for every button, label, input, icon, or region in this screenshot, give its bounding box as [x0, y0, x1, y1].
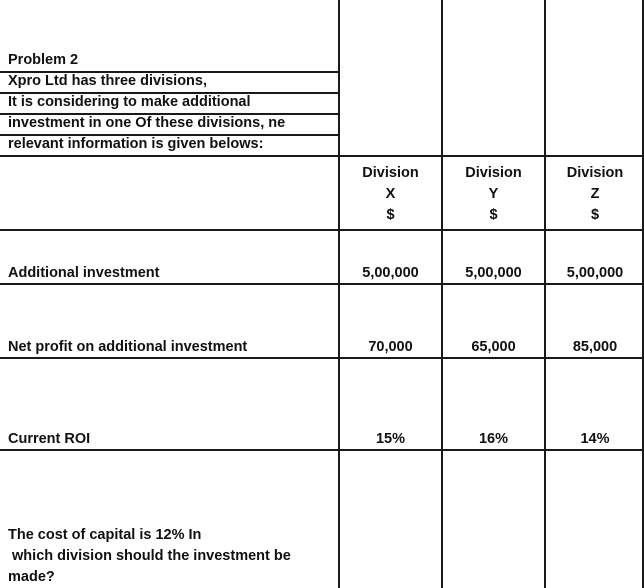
column-header-division-y [443, 163, 544, 226]
question-line: The cost of capital is 12% In [8, 527, 202, 543]
table-cell: 5,00,000 [362, 265, 419, 281]
grid-line [0, 449, 644, 451]
column-header-line: $ [386, 207, 395, 223]
grid-line [0, 357, 644, 359]
column-header-line: Division [566, 165, 624, 181]
table-cell: 70,000 [368, 339, 413, 355]
table-cell: 5,00,000 [465, 265, 522, 281]
table-cell: 85,000 [572, 339, 618, 355]
grid-line [338, 0, 340, 588]
table-cell: 65,000 [471, 339, 516, 355]
problem-line: It is considering to make additional [8, 94, 251, 110]
table-cell: 16% [478, 431, 509, 447]
problem-line: investment in one Of these divisions, ne [8, 115, 286, 131]
grid-line [0, 155, 644, 157]
column-header-line: Division [465, 165, 522, 181]
column-header-division-x [340, 163, 441, 226]
column-header-line: Y [488, 186, 499, 202]
grid-line [441, 0, 443, 588]
column-header-line: $ [590, 207, 600, 223]
column-header-line: Division [362, 165, 419, 181]
grid-line [0, 229, 644, 231]
column-header-line: Z [590, 186, 600, 202]
row-label-additional-investment: Additional investment [8, 265, 160, 281]
grid-line [0, 283, 644, 285]
problem-line: relevant information is given belows: [8, 136, 264, 152]
question-line: which division should the investment be [8, 548, 291, 564]
problem-line: Xpro Ltd has three divisions, [8, 73, 208, 89]
question-line: made? [8, 569, 55, 585]
row-label-net-profit: Net profit on additional investment [8, 339, 248, 355]
grid-line [544, 0, 546, 588]
problem-title: Problem 2 [8, 52, 79, 68]
column-header-line: X [385, 186, 396, 202]
table-cell: 14% [580, 431, 610, 447]
row-label-current-roi: Current ROI [8, 431, 91, 447]
table-cell: 15% [375, 431, 406, 447]
table-cell: 5,00,000 [566, 265, 624, 281]
column-header-line: $ [489, 207, 498, 223]
column-header-division-z [546, 163, 644, 226]
